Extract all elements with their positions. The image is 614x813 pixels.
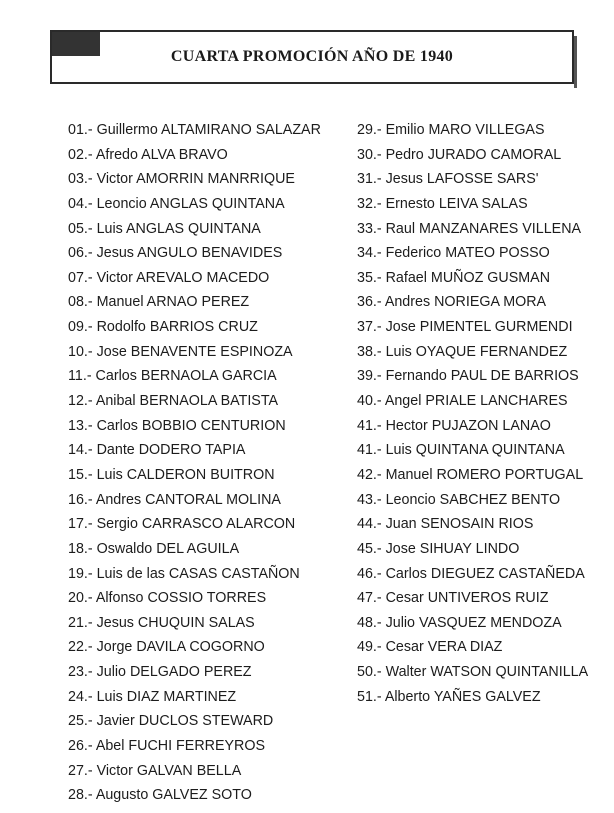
list-item: 39.- Fernando PAUL DE BARRIOS xyxy=(357,368,579,385)
list-item: 14.- Dante DODERO TAPIA xyxy=(68,442,246,459)
list-item: 27.- Victor GALVAN BELLA xyxy=(68,762,242,779)
list-item: 17.- Sergio CARRASCO ALARCON xyxy=(68,516,296,533)
list-item: 13.- Carlos BOBBIO CENTURION xyxy=(68,417,286,434)
list-item: 29.- Emilio MARO VILLEGAS xyxy=(357,122,545,138)
list-item: 51.- Alberto YAÑES GALVEZ xyxy=(357,688,541,705)
list-item: 10.- Jose BENAVENTE ESPINOZA xyxy=(68,343,293,360)
list-item: 31.- Jesus LAFOSSE SARS' xyxy=(357,171,539,188)
list-item: 22.- Jorge DAVILA COGORNO xyxy=(68,639,265,656)
list-item: 30.- Pedro JURADO CAMORAL xyxy=(357,146,562,163)
title-box-shadow xyxy=(574,36,577,88)
list-item: 15.- Luis CALDERON BUITRON xyxy=(68,466,275,483)
list-item: 33.- Raul MANZANARES VILLENA xyxy=(357,220,582,237)
list-item: 28.- Augusto GALVEZ SOTO xyxy=(68,787,252,804)
list-item: 48.- Julio VASQUEZ MENDOZA xyxy=(357,614,562,631)
list-item: 26.- Abel FUCHI FERREYROS xyxy=(68,738,266,755)
list-item: 18.- Oswaldo DEL AGUILA xyxy=(68,540,240,557)
list-item: 37.- Jose PIMENTEL GURMENDI xyxy=(357,319,573,336)
list-item: 16.- Andres CANTORAL MOLINA xyxy=(68,491,281,508)
list-item: 03.- Victor AMORRIN MANRRIQUE xyxy=(68,171,295,188)
list-item: 46.- Carlos DIEGUEZ CASTAÑEDA xyxy=(357,565,585,582)
names-list-right xyxy=(357,121,588,712)
list-item: 19.- Luis de las CASAS CASTAÑON xyxy=(68,565,300,582)
list-item: 11.- Carlos BERNAOLA GARCIA xyxy=(68,368,277,385)
list-item: 38.- Luis OYAQUE FERNANDEZ xyxy=(357,343,568,360)
list-item: 02.- Afredo ALVA BRAVO xyxy=(68,146,228,163)
list-item: 47.- Cesar UNTIVEROS RUIZ xyxy=(357,590,549,607)
list-item: 41.- Luis QUINTANA QUINTANA xyxy=(357,442,565,459)
list-item: 05.- Luis ANGLAS QUINTANA xyxy=(68,220,261,237)
list-item: 34.- Federico MATEO POSSO xyxy=(357,245,550,262)
list-item: 32.- Ernesto LEIVA SALAS xyxy=(357,195,528,212)
list-item: 40.- Angel PRIALE LANCHARES xyxy=(357,393,568,410)
page-title: CUARTA PROMOCIÓN AÑO DE 1940 xyxy=(170,48,454,65)
list-item: 08.- Manuel ARNAO PEREZ xyxy=(68,294,250,311)
list-item: 06.- Jesus ANGULO BENAVIDES xyxy=(68,245,283,262)
list-item: 24.- Luis DIAZ MARTINEZ xyxy=(68,688,237,705)
list-item: 12.- Anibal BERNAOLA BATISTA xyxy=(68,393,279,410)
list-item: 21.- Jesus CHUQUIN SALAS xyxy=(68,614,255,631)
list-item: 01.- Guillermo ALTAMIRANO SALAZAR xyxy=(68,122,321,138)
list-item: 43.- Leoncio SABCHEZ BENTO xyxy=(357,491,561,508)
names-list-left xyxy=(68,121,321,811)
list-item: 25.- Javier DUCLOS STEWARD xyxy=(68,713,274,730)
list-item: 42.- Manuel ROMERO PORTUGAL xyxy=(357,466,584,483)
list-item: 20.- Alfonso COSSIO TORRES xyxy=(68,590,267,607)
list-item: 04.- Leoncio ANGLAS QUINTANA xyxy=(68,195,285,212)
title-box xyxy=(50,30,574,84)
list-item: 50.- Walter WATSON QUINTANILLA xyxy=(357,664,589,681)
list-item: 36.- Andres NORIEGA MORA xyxy=(357,294,547,311)
list-item: 09.- Rodolfo BARRIOS CRUZ xyxy=(68,319,258,336)
list-item: 07.- Victor AREVALO MACEDO xyxy=(68,269,270,286)
list-item: 44.- Juan SENOSAIN RIOS xyxy=(357,516,534,533)
list-item: 49.- Cesar VERA DIAZ xyxy=(357,639,503,656)
list-item: 41.- Hector PUJAZON LANAO xyxy=(357,417,551,434)
list-item: 35.- Rafael MUÑOZ GUSMAN xyxy=(357,269,551,286)
list-item: 23.- Julio DELGADO PEREZ xyxy=(68,664,252,681)
list-item: 45.- Jose SIHUAY LINDO xyxy=(357,540,520,557)
